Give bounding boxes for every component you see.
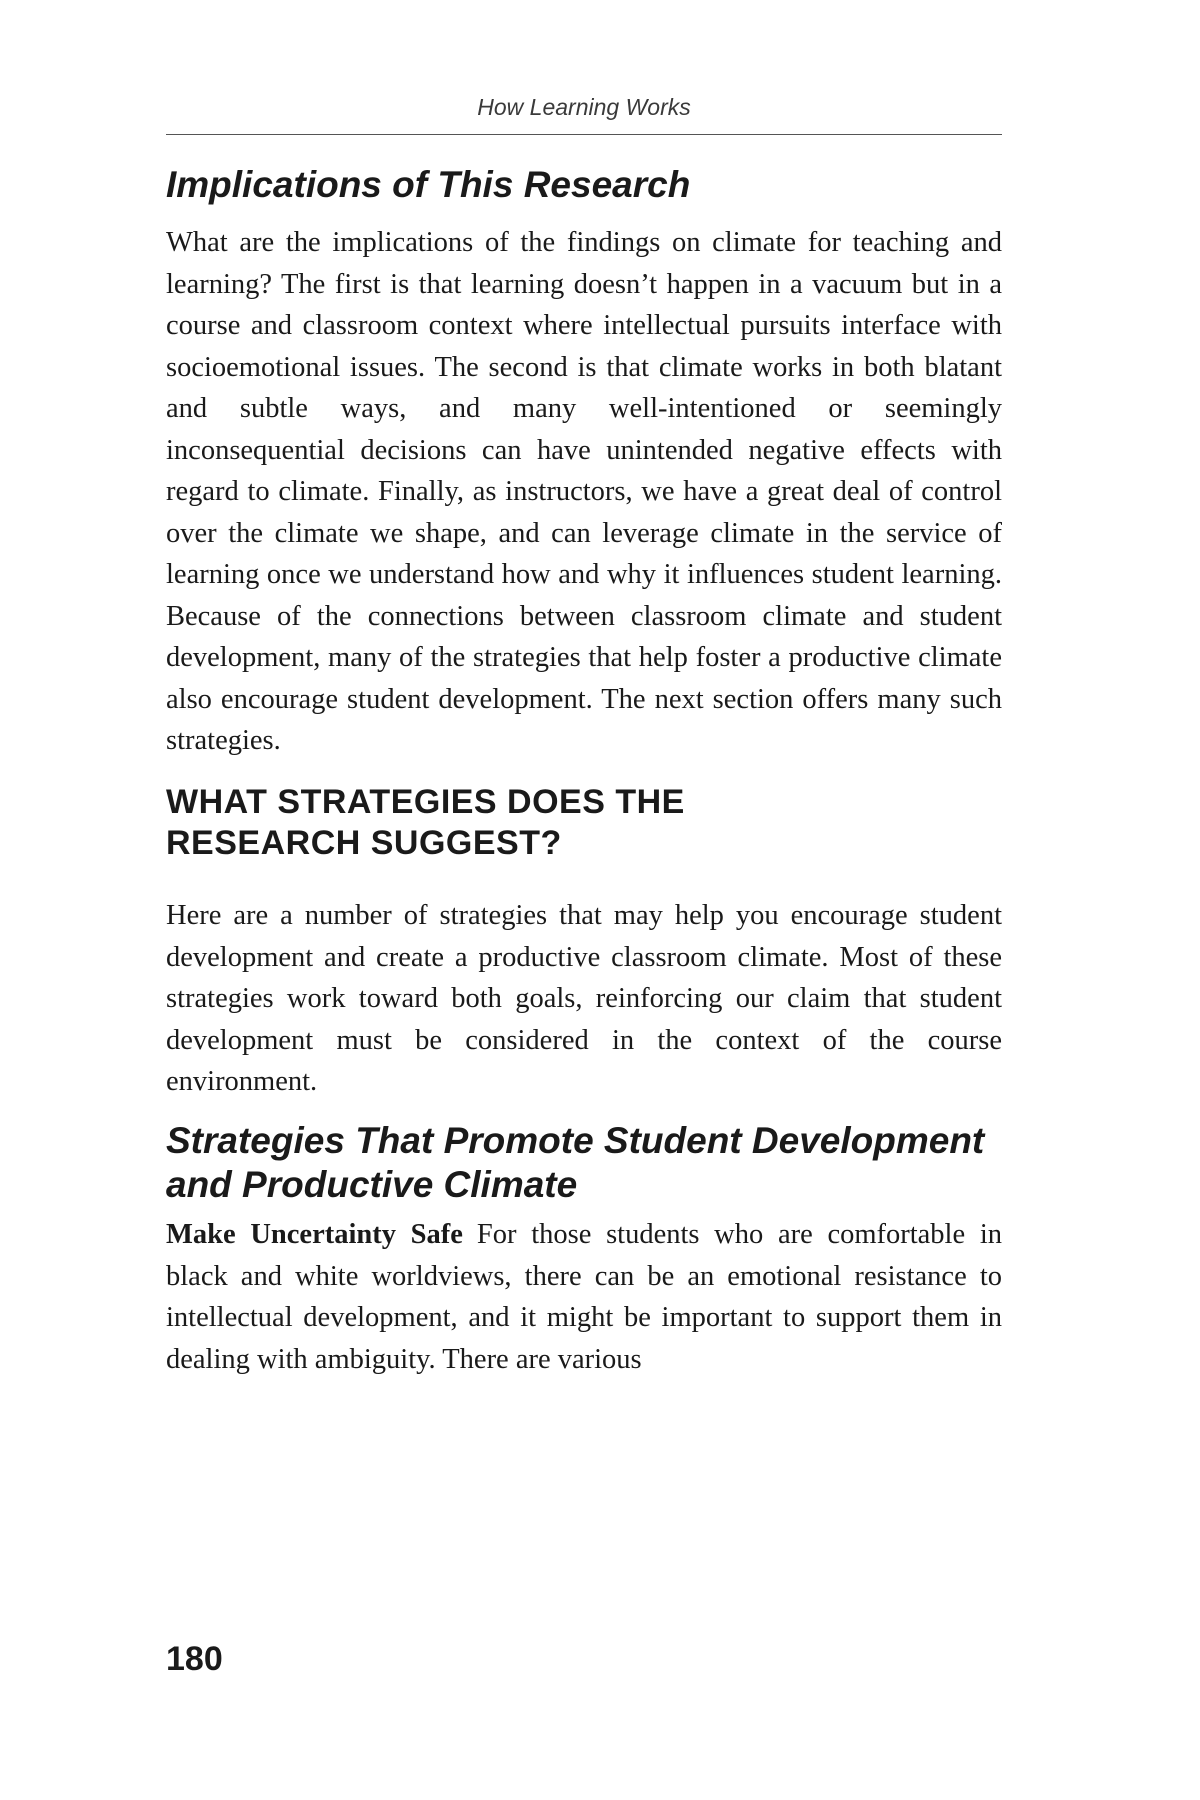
subsection-heading-line1: Strategies That Promote Student Development <box>166 1120 985 1161</box>
subsection-heading-promote <box>166 1119 1002 1207</box>
section-heading-strategies-line2: RESEARCH SUGGEST? <box>166 824 562 862</box>
book-page <box>166 0 1002 1800</box>
header-rule <box>166 134 1002 135</box>
paragraph-implications: What are the implications of the findings on climate for teaching and learning? The first is that learning doesn’t happen in a vacuum but in a course and classroom context where intellectual pursuits interface with socioemotional issues. The second is that climate works in both blatant and subtle ways, and many well-intentioned or seemingly inconsequential decisions can have unintended negative effects with regard to climate. Finally, as instructors, we have a great deal of control over the climate we shape, and can leverage climate in the service of learning once we understand how and why it influences student learning. Because of the connections between classroom climate and student development, many of the strategies that help foster a productive climate also encourage student development. The next section offers many such strategies. <box>166 227 1002 756</box>
paragraph-uncertainty-text: For those students who are comfortable in black and white worldviews, there can be an emotional resistance to intellectual development, and it might be important to support them in dealing with ambiguity. There are various <box>166 1219 1002 1375</box>
run-in-heading: Make Uncertainty Safe <box>166 1219 463 1250</box>
section-heading-strategies-line1: WHAT STRATEGIES DOES THE <box>166 783 685 821</box>
section-heading-implications: Implications of This Research <box>166 164 691 205</box>
running-head: How Learning Works <box>477 94 691 120</box>
subsection-heading-line2: and Productive Climate <box>166 1164 578 1205</box>
page-number: 180 <box>166 1640 223 1678</box>
paragraph-make-uncertainty-safe <box>166 1214 1002 1380</box>
paragraph-strategies-intro: Here are a number of strategies that may help you encourage student development and create a productive classroom climate. Most of these strategies work toward both goals, reinforcing our claim that student development must be considered in the context of the course environment. <box>166 900 1002 1097</box>
section-heading-strategies <box>166 782 1002 864</box>
